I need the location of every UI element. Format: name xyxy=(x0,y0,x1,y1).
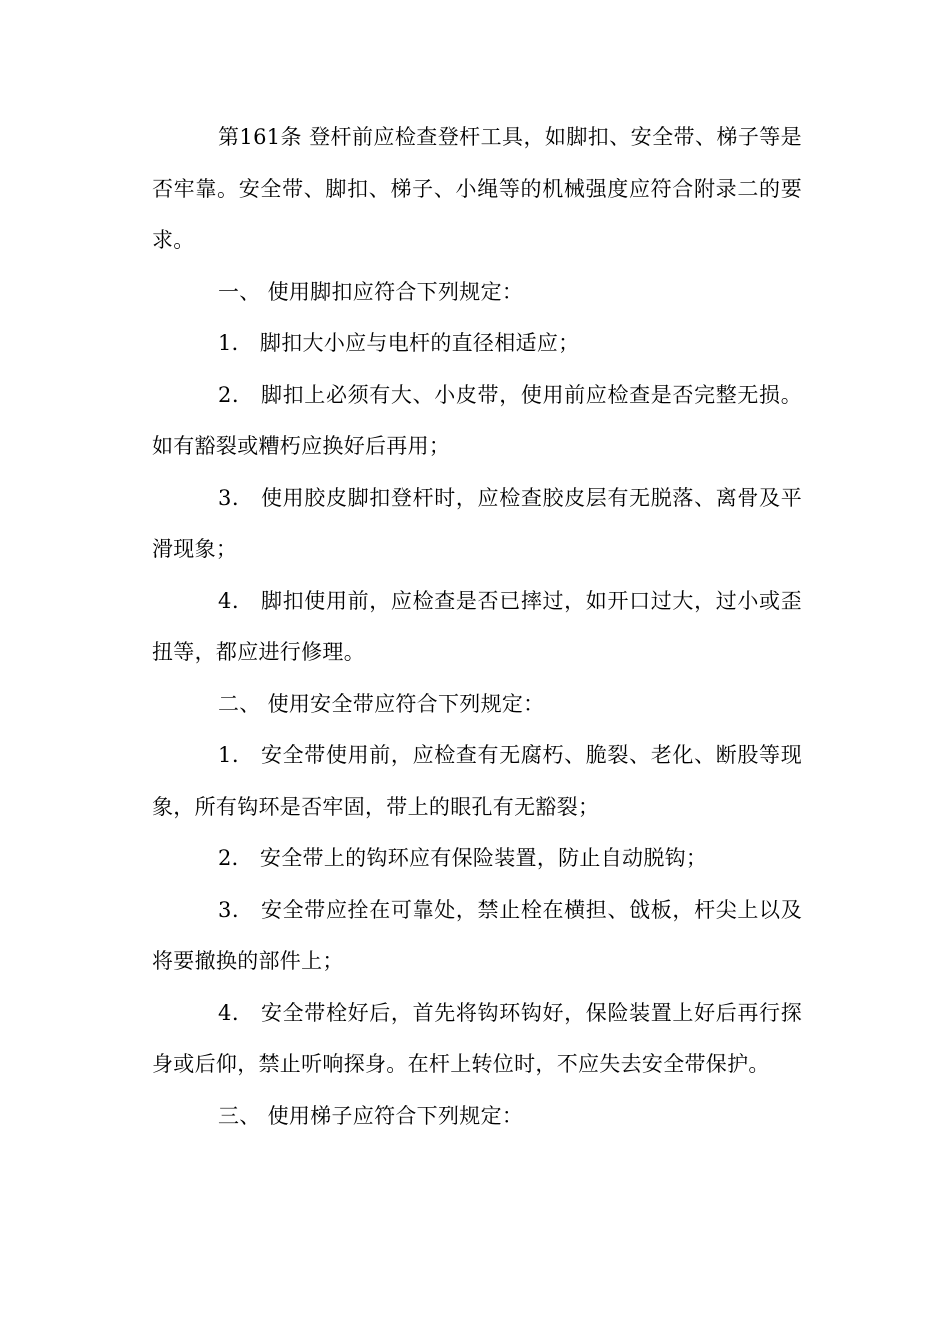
paragraph-section-3-heading: 三、 使用梯子应符合下列规定： xyxy=(218,1103,524,1128)
paragraph-item-2-1: 1． 安全带使用前，应检查有无腐朽、脆裂、老化、断股等现象，所有钩环是否牢固，带上的眼孔有无豁裂； xyxy=(152,743,802,819)
paragraph-item-2-2: 2． 安全带上的钩环应有保险装置，防止自动脱钩； xyxy=(218,846,708,870)
paragraph-section-1-heading: 一、 使用脚扣应符合下列规定： xyxy=(218,279,524,304)
paragraph-item-2-4: 4． 安全带栓好后，首先将钩环钩好，保险装置上好后再行探身或后仰，禁止听响探身。在杆上转位时，不应失去安全带保护。 xyxy=(152,1000,802,1076)
paragraph-section-2-heading: 二、 使用安全带应符合下列规定： xyxy=(218,691,545,716)
paragraph-item-1-1: 1． 脚扣大小应与电杆的直径相适应； xyxy=(218,331,580,355)
paragraph-item-1-2: 2． 脚扣上必须有大、小皮带，使用前应检查是否完整无损。如有豁裂或糟朽应换好后再用； xyxy=(152,382,802,458)
paragraph-item-1-4: 4． 脚扣使用前，应检查是否已摔过，如开口过大，过小或歪扭等，都应进行修理。 xyxy=(152,588,802,664)
paragraph-item-1-3: 3． 使用胶皮脚扣登杆时，应检查胶皮层有无脱落、离骨及平滑现象； xyxy=(152,485,802,561)
paragraph-article-161: 第161条 登杆前应检查登杆工具，如脚扣、安全带、梯子等是否牢靠。安全带、脚扣、梯子、小绳等的机械强度应符合附录二的要求。 xyxy=(152,125,802,252)
document-body xyxy=(152,112,802,1142)
paragraph-item-2-3: 3． 安全带应拴在可靠处，禁止栓在横担、戗板，杆尖上以及将要撤换的部件上； xyxy=(152,897,802,973)
